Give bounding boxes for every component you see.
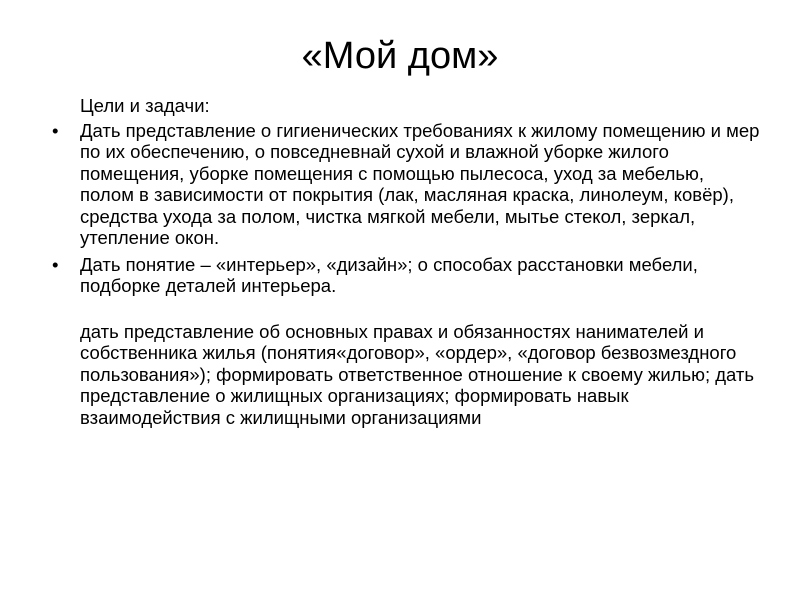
- list-item: [52, 120, 762, 249]
- list-item-text: дать представление об основных правах и обязанностях нанимателей и собственника жилья (понятия«договор», «ордер», «договор безвозмездного пользования»); формировать ответственное отношение к своему жилью; дать представление о жилищных организациях; формировать навык взаимодействия с жилищными организациями: [80, 320, 755, 428]
- bullet-icon: •: [52, 253, 59, 275]
- list-item: [52, 321, 762, 429]
- bullet-icon: •: [52, 119, 59, 141]
- list-item: [52, 254, 762, 297]
- slide-body: [52, 95, 762, 428]
- list-item-text: Дать представление о гигиенических требованиях к жилому помещению и мер по их обеспечению, о повседневнай сухой и влажной уборке жилого помещения, уборке помещения с помощью пылесоса, уход за мебелью, полом в зависимости от покрытия (лак, масляная краска, линолеум, ковёр), средства ухода за полом, чистка мягкой мебели, мытье стекол, зеркал, утепление окон.: [80, 119, 760, 248]
- list-item-text: Дать понятие – «интерьер», «дизайн»; о способах расстановки мебели, подборке деталей интерьера.: [80, 253, 698, 296]
- slide-title: «Мой дом»: [301, 35, 499, 77]
- subheading: Цели и задачи:: [80, 95, 210, 116]
